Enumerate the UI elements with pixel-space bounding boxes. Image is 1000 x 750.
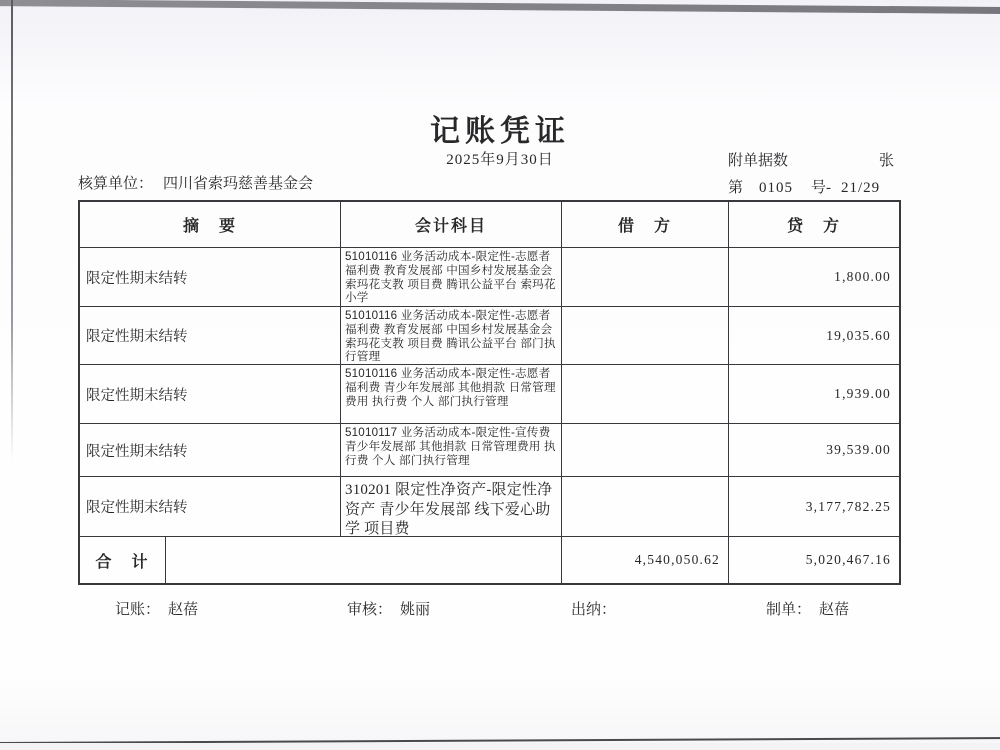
account-cell: 51010117 业务活动成本-限定性-宣传费 青少年发展部 其他捐款 日常管理费用 执行费 个人 部门执行管理 [341, 424, 562, 477]
preparer-label: 制单： [766, 602, 812, 618]
credit-cell: 1,939.00 [729, 365, 899, 424]
preparer-signature [766, 598, 849, 619]
account-cell: 310201 限定性净资产-限定性净资产 青少年发展部 线下爱心助学 项目费 [341, 477, 562, 537]
account-cell: 51010116 业务活动成本-限定性-志愿者福利费 青少年发展部 其他捐款 日常管理费用 执行费 个人 部门执行管理 [341, 365, 562, 424]
attachments-unit: 张 [878, 153, 894, 169]
total-label-cell: 合 计 [80, 537, 166, 583]
preparer-name: 赵蓓 [819, 602, 850, 618]
voucher-title: 记账凭证 [430, 115, 570, 148]
voucher-date: 2025年9月30日 [446, 152, 554, 168]
scan-edge-top [0, 0, 1000, 14]
header-credit: 贷 方 [729, 202, 899, 248]
attachments-label: 附单据数 [728, 153, 789, 169]
summary-cell: 限定性期末结转 [80, 424, 341, 477]
account-cell: 51010116 业务活动成本-限定性-志愿者福利费 教育发展部 中国乡村发展基金会 索玛花支教 项目费 腾讯公益平台 索玛花小学 [341, 248, 562, 307]
cashier-label: 出纳： [571, 602, 617, 618]
summary-cell: 限定性期末结转 [80, 365, 341, 424]
total-row [80, 537, 899, 583]
debit-cell [562, 477, 729, 537]
summary-cell: 限定性期末结转 [80, 307, 341, 365]
header-debit: 借 方 [562, 202, 729, 248]
debit-cell [562, 424, 729, 477]
unit-label: 核算单位： [78, 176, 154, 192]
credit-cell: 19,035.60 [729, 307, 899, 365]
debit-cell [562, 307, 729, 365]
voucher-number-line [728, 176, 894, 197]
bookkeeper-name: 赵蓓 [168, 602, 199, 618]
summary-cell: 限定性期末结转 [80, 248, 341, 307]
reviewer-label: 审核： [347, 602, 393, 618]
account-cell: 51010116 业务活动成本-限定性-志愿者福利费 教育发展部 中国乡村发展基金会 索玛花支教 项目费 腾讯公益平台 部门执行管理 [341, 307, 562, 365]
total-debit-cell: 4,540,050.62 [562, 537, 729, 583]
cashier-signature [571, 598, 624, 619]
number-suffix: 号- [811, 180, 832, 196]
reviewer-name: 姚丽 [400, 602, 431, 618]
number-prefix: 第 [728, 180, 744, 196]
total-credit-cell: 5,020,467.16 [805, 552, 891, 567]
credit-cell: 39,539.00 [729, 424, 899, 477]
header-account: 会计科目 [341, 202, 562, 248]
page-indicator: 21/29 [841, 180, 881, 196]
credit-cell: 1,800.00 [729, 248, 899, 307]
voucher-number: 0105 [759, 180, 794, 196]
attachments-line [728, 149, 894, 170]
header-summary: 摘 要 [80, 202, 341, 248]
scan-edge-left [11, 0, 13, 460]
bookkeeper-label: 记账： [115, 602, 161, 618]
debit-cell [562, 248, 729, 307]
reviewer-signature [347, 598, 430, 619]
total-spacer-cell [166, 537, 562, 583]
unit-name: 四川省索玛慈善基金会 [163, 176, 314, 192]
accounting-unit-line [78, 172, 313, 193]
bookkeeper-signature [115, 598, 198, 619]
scan-margin-bottom [0, 743, 1000, 750]
debit-cell [562, 365, 729, 424]
voucher-table [78, 200, 901, 585]
summary-cell: 限定性期末结转 [80, 477, 341, 537]
credit-cell: 3,177,782.25 [729, 477, 899, 537]
